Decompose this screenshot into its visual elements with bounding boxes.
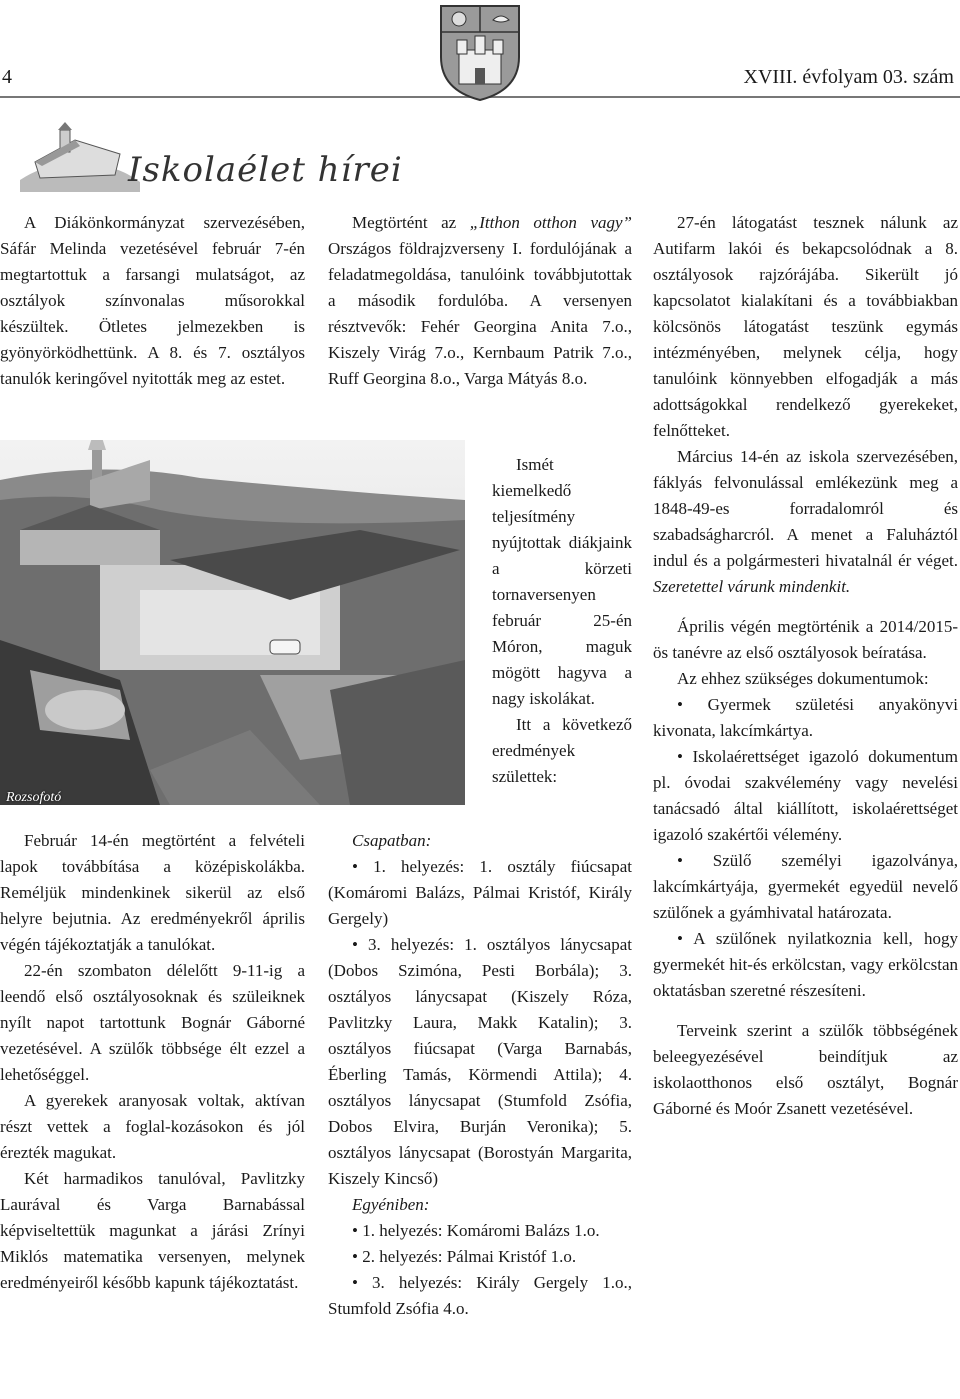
list-item: • 1. helyezés: 1. osztály fiúcsapat (Komáromi Balázs, Pálmai Kristóf, Király Gergely) (328, 857, 632, 928)
paragraph: Az ehhez szükséges dokumentumok: (677, 669, 929, 688)
paragraph: A Diákönkormányzat szervezésében, Sáfár Melinda vezetésével február 7-én megtartottuk a farsangi mulatságot, az osztályok színvonalas műsorokkal készültek. Ötletes jelmezekben is gyönyörködhettünk. A 8. és 7. osztályos tanulók keringővel nyitották meg az estet. (0, 213, 305, 388)
paragraph: Két harmadikos tanulóval, Pavlitzky Laurával és Varga Barnabással képviseltettük magunkat a járási Zrínyi Miklós matematika versenyen, melynek eredményeiről később kapunk tájékoztatást. (0, 1169, 305, 1292)
paragraph (328, 210, 632, 392)
individual-heading: Egyéniben: (352, 1195, 430, 1214)
list-item: • 1. helyezés: Komáromi Balázs 1.o. (352, 1221, 600, 1240)
column-right (653, 210, 958, 1122)
list-item: • Iskolaérettséget igazoló dokumentum pl. óvodai szakvélemény vagy nevelési tanácsadó által kiállított, iskolaérettséget igazoló szakértői vélemény. (653, 747, 958, 844)
spacer (653, 1004, 958, 1018)
paragraph: 27-én látogatást tesznek nálunk az Autifarm lakói és bekapcsolódnak a 8. osztályosok rajzórájába. Sikerült jó kapcsolatot kialakítani és a továbbiakban kölcsönös látogatást teszünk egymás intézményében, melynek célja, hogy tanulóink könnyebben elfogadják a más adottságokkal rendelkező gyerekeket, felnőtteket. (653, 213, 958, 440)
paragraph: Itt a következő eredmények születtek: (492, 715, 632, 786)
text-run-italic: Szeretettel várunk mindenkit. (653, 577, 851, 596)
paragraph: Április végén megtörténik a 2014/2015-ös tanévre az első osztályosok beíratása. (653, 617, 958, 662)
list-item: • 3. helyezés: 1. osztályos lánycsapat (Dobos Szimóna, Pesti Borbála); 3. osztályos lánycsapat (Kiszely Róza, Pavlitzky Laura, Makk Katalin); 3. osztályos fiúcsapat (Varga Barnabás, Éberling Tamás, Körmendi Attila); 4. osztályos lánycsapat (Stumfold Zsófia, Dobos Elvira, Burján Veronika); 5. osztályos lánycsapat (Borostyán Margarita, Kiszely Kincső) (328, 935, 632, 1188)
text-run: Megtörtént az (352, 213, 457, 232)
paragraph: A gyerekek aranyosak voltak, aktívan részt vettek a foglal-kozásokon és jól érezték magukat. (0, 1091, 305, 1162)
photo-credit: Rozsofotó (6, 790, 62, 805)
list-item: • A szülőnek nyilatkoznia kell, hogy gyermekét hit-és erkölcstan, vagy erkölcstan oktatásban szeretné részesíteni. (653, 929, 958, 1000)
coat-of-arms-icon (437, 2, 523, 102)
paragraph: Február 14-én megtörtént a felvételi lapok továbbítása a középiskolákba. Reméljük mindenkinek sikerül az első helyre bejutnia. Az eredményekről április végén tájékoztatják a tanulókat. (0, 831, 305, 954)
column-left-bottom (0, 828, 305, 1296)
issue-label: XVIII. évfolyam 03. szám (743, 66, 954, 88)
team-heading: Csapatban: (352, 831, 432, 850)
column-middle-bottom (328, 828, 632, 1322)
paragraph (653, 444, 958, 600)
column-middle-narrow (492, 452, 632, 790)
column-left-top (0, 210, 305, 392)
column-middle-top (328, 210, 632, 392)
list-item: • Szülő személyi igazolványa, lakcímkártyája, gyermekét egyedül nevelő szülőnek a gyámhivatal határozata. (653, 851, 958, 922)
competition-name: „Itthon otthon vagy” (469, 213, 632, 232)
paragraph: Ismét kiemelkedő teljesítmény nyújtottak diákjaink a körzeti tornaversenyen február 25-én Móron, maguk mögött hagyva a nagy iskolákat. (492, 455, 632, 708)
text-run: Országos földrajzverseny I. fordulójának a feladatmegoldása, tanulóink továbbjutottak a második fordulóba. A versenyen résztvevők: Fehér Georgina Anita 7.o., Kiszely Virág 7.o., Kernbaum Patrik 7.o., Ruff Georgina 8.o., Varga Mátyás 8.o. (328, 239, 632, 388)
paragraph: 22-én szombaton délelőtt 9-11-ig a leendő első osztályosoknak és szüleiknek nyílt napot tartottunk Bognár Gáborné vezetésével. A szülők többsége élt ezzel a lehetőséggel. (0, 961, 305, 1084)
list-item: • 2. helyezés: Pálmai Kristóf 1.o. (352, 1247, 577, 1266)
section-title: Iskolaélet hírei (128, 150, 403, 190)
paragraph: Terveink szerint a szülők többségének beleegyezésével beindítjuk az iskolaotthonos első osztályt, Bognár Gáborné és Moór Zsanett vezetésével. (653, 1021, 958, 1118)
castle-drawing-icon (20, 120, 140, 192)
list-item: • Gyermek születési anyakönyvi kivonata, lakcímkártya. (653, 695, 958, 740)
text-run: Március 14-én az iskola szervezésében, fáklyás felvonulással emlékezünk meg a 1848-49-es forradalomról és szabadságharcról. A menet a Faluháztól indul és a polgármesteri hivatalnál ér véget. (653, 447, 958, 570)
list-item: • 3. helyezés: Király Gergely 1.o., Stumfold Zsófia 4.o. (328, 1273, 632, 1318)
village-aerial-photo (0, 440, 465, 805)
spacer (653, 600, 958, 614)
page-number: 4 (2, 66, 12, 88)
